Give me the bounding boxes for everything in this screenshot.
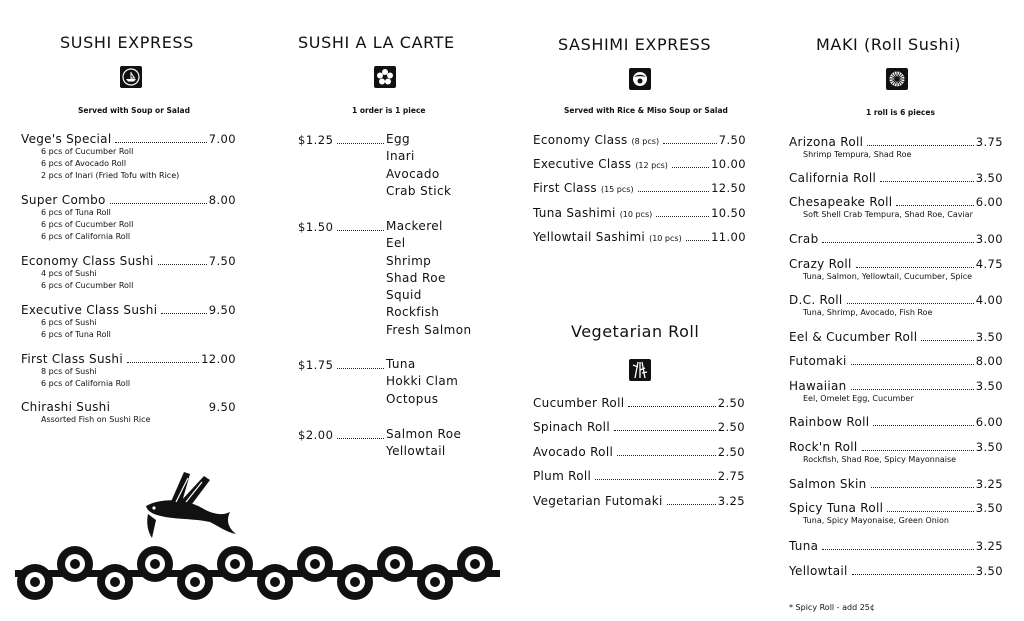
item-detail: Eel, Omelet Egg, Cucumber [803,394,914,403]
dot-leader [614,430,716,431]
item-detail: Tuna, Spicy Mayonaise, Green Onion [803,516,949,525]
sashimi-express-title: SASHIMI EXPRESS [558,35,712,54]
item-name: Plum Roll [533,469,592,483]
item-name: Rainbow Roll [789,415,870,429]
menu-item [789,354,1003,368]
item-name: Eel [386,236,406,251]
item-price: 2.50 [717,396,745,410]
item-detail: Rockfish, Shad Roe, Spicy Mayonnaise [803,455,957,464]
item-price: 7.50 [718,133,746,147]
item-name: Salmon Skin [789,477,867,491]
item-detail: 8 pcs of Sushi [41,367,97,376]
item-name: Tuna [789,539,819,553]
item-name: Vegetarian Futomaki [533,494,663,508]
item-name: Tuna [386,357,416,371]
item-name: Crab [789,232,819,246]
menu-item [533,469,745,483]
dot-leader [127,362,199,363]
item-name: Avocado Roll [533,445,614,459]
sushi-express-note: Served with Soup or Salad [78,106,190,115]
maki-note: 1 roll is 6 pieces [866,108,935,117]
menu-item [789,257,1003,283]
menu-item [789,171,1003,185]
menu-item [21,352,236,390]
menu-item [789,330,1003,344]
item-name: Eel & Cucumber Roll [789,330,918,344]
a-la-carte-note: 1 order is 1 piece [352,106,426,115]
menu-item [789,539,1003,553]
dot-leader [337,230,384,231]
menu-item [533,157,746,171]
dot-leader [617,455,716,456]
item-name: Executive Class Sushi [21,303,158,317]
item-name: Cucumber Roll [533,396,625,410]
dot-leader [852,574,974,575]
flower-emblem-icon [374,66,396,88]
item-name: Economy Class Sushi [21,254,154,268]
menu-item [789,440,1003,466]
item-name: Spicy Tuna Roll [789,501,884,515]
sushi-a-la-carte-title: SUSHI A LA CARTE [298,33,455,52]
menu-item [533,230,746,244]
menu-item [533,396,745,410]
item-name: Vege's Special [21,132,112,146]
dot-leader [667,504,716,505]
menu-item [21,132,236,182]
dot-leader [672,167,709,168]
dot-leader [851,389,974,390]
menu-item [789,232,1003,246]
menu-item [789,293,1003,319]
menu-item [21,303,236,341]
dot-leader [595,479,716,480]
item-price: 6.00 [975,195,1003,209]
item-price: 8.00 [208,193,236,207]
item-price: 2.75 [717,469,745,483]
plum-emblem-icon [629,68,651,90]
item-name: Salmon Roe [386,427,462,441]
dot-leader [161,313,206,314]
item-name: Super Combo [21,193,106,207]
group-price: $1.50 [298,220,334,234]
item-detail: Tuna, Salmon, Yellowtail, Cucumber, Spice [803,272,973,281]
item-price: 7.00 [208,132,236,146]
dot-leader [628,406,715,407]
menu-item [21,254,236,292]
dot-leader [638,191,710,192]
item-name: Fresh Salmon [386,322,472,337]
item-price: 2.50 [717,420,745,434]
item-price: 11.00 [711,230,746,244]
maki-title: MAKI (Roll Sushi) [816,35,962,54]
menu-item [533,133,746,147]
item-qty: (15 pcs) [600,185,634,194]
dot-leader [115,142,206,143]
menu-item [533,445,745,459]
item-name: Rockfish [386,305,440,320]
item-name: Inari [386,149,415,164]
item-detail: Soft Shell Crab Tempura, Shad Roe, Caviar [803,210,973,219]
menu-item [789,477,1003,491]
dot-leader [896,205,973,206]
sashimi-express-note: Served with Rice & Miso Soup or Salad [564,106,728,115]
spicy-roll-footnote: * Spicy Roll - add 25¢ [789,603,875,612]
item-price: 2.50 [717,445,745,459]
wave-border-icon [15,542,500,604]
item-qty: (10 pcs) [649,234,682,243]
item-price: 3.50 [975,440,1003,454]
item-name: Crazy Roll [789,257,852,271]
dot-leader [337,438,384,439]
item-detail: 6 pcs of Tuna Roll [41,208,111,217]
item-name: Squid [386,288,422,303]
item-name: Chirashi Sushi [21,400,111,414]
dot-leader [337,143,384,144]
dot-leader [871,487,974,488]
item-name: Avocado [386,166,440,181]
item-detail: Shrimp Tempura, Shad Roe [803,150,912,159]
item-qty: (8 pcs) [631,137,660,146]
item-qty: (12 pcs) [635,161,668,170]
dot-leader [867,145,973,146]
item-detail: 6 pcs of California Roll [41,379,131,388]
item-name: Arizona Roll [789,135,864,149]
item-price: 3.50 [975,330,1003,344]
group-price: $1.75 [298,358,334,372]
sushi-express-title: SUSHI EXPRESS [60,33,194,52]
item-name: Executive Class [533,157,632,171]
menu-item [789,415,1003,429]
item-price: 3.25 [717,494,745,508]
bamboo-emblem-icon [629,359,651,381]
item-price: 7.50 [208,254,236,268]
menu-item [789,501,1003,527]
menu-item [789,379,1003,405]
item-name: Crab Stick [386,183,452,198]
item-price: 10.50 [711,206,746,220]
dot-leader [656,216,709,217]
boat-emblem-icon [120,66,142,88]
item-name: Spinach Roll [533,420,610,434]
item-name: First Class Sushi [21,352,123,366]
item-price: 3.75 [975,135,1003,149]
item-name: Shad Roe [386,270,446,285]
dot-leader [822,242,973,243]
dot-leader [337,368,384,369]
item-price: 8.00 [975,354,1003,368]
dot-leader [686,240,709,241]
item-name: Mackerel [386,219,443,233]
item-price: 9.50 [208,400,236,414]
item-name: Hawaiian [789,379,847,393]
vegetarian-roll-title: Vegetarian Roll [571,322,700,341]
item-price: 12.50 [711,181,746,195]
item-name: Egg [386,132,411,146]
item-price: 4.00 [975,293,1003,307]
item-price: 3.00 [975,232,1003,246]
flying-fish-icon [140,468,240,544]
item-detail: 6 pcs of Cucumber Roll [41,220,134,229]
item-detail: 6 pcs of Sushi [41,318,97,327]
dot-leader [880,181,974,182]
menu-item [533,494,745,508]
item-detail: 6 pcs of Cucumber Roll [41,281,134,290]
menu-item [789,195,1003,221]
item-price: 3.25 [975,539,1003,553]
dot-leader [856,267,974,268]
item-price: 10.00 [711,157,746,171]
dot-leader [663,143,717,144]
item-name: First Class [533,181,597,195]
item-price: 3.50 [975,379,1003,393]
menu-item [21,193,236,243]
item-name: Yellowtail [789,564,848,578]
menu-item [789,564,1003,578]
item-price: 3.50 [975,501,1003,515]
item-price: 12.00 [201,352,236,366]
item-price: 6.00 [975,415,1003,429]
dot-leader [851,364,974,365]
item-name: Yellowtail Sashimi [533,230,646,244]
menu-item [21,400,236,426]
item-price: 3.50 [975,564,1003,578]
item-name: Tuna Sashimi [533,206,616,220]
item-name: Octopus [386,391,439,406]
item-price: 9.50 [208,303,236,317]
item-name: D.C. Roll [789,293,843,307]
item-qty: (10 pcs) [619,210,653,219]
item-price: 3.50 [975,171,1003,185]
dot-leader [847,303,974,304]
dot-leader [873,425,973,426]
group-price: $1.25 [298,133,334,147]
item-price: 3.25 [975,477,1003,491]
item-detail: 6 pcs of Avocado Roll [41,159,127,168]
group-price: $2.00 [298,428,334,442]
menu-item [533,206,746,220]
item-name: Hokki Clam [386,374,459,389]
item-detail: 4 pcs of Sushi [41,269,97,278]
item-name: Yellowtail [386,444,446,459]
item-detail: 2 pcs of Inari (Fried Tofu with Rice) [41,171,180,180]
dot-leader [110,203,207,204]
item-detail: 6 pcs of Tuna Roll [41,330,111,339]
menu-item [533,420,745,434]
item-detail: 6 pcs of California Roll [41,232,131,241]
menu-item [533,181,746,195]
item-detail: Assorted Fish on Sushi Rice [41,415,151,424]
dot-leader [887,511,974,512]
menu-item [789,135,1003,161]
item-name: California Roll [789,171,877,185]
item-detail: 6 pcs of Cucumber Roll [41,147,134,156]
item-name: Rock'n Roll [789,440,858,454]
item-name: Chesapeake Roll [789,195,893,209]
item-name: Economy Class [533,133,628,147]
item-name: Shrimp [386,253,432,268]
item-name: Futomaki [789,354,847,368]
chrysanthemum-emblem-icon [886,68,908,90]
item-price: 4.75 [975,257,1003,271]
dot-leader [158,264,207,265]
dot-leader [862,450,974,451]
item-detail: Tuna, Shrimp, Avocado, Fish Roe [803,308,933,317]
dot-leader [822,549,974,550]
dot-leader [921,340,973,341]
